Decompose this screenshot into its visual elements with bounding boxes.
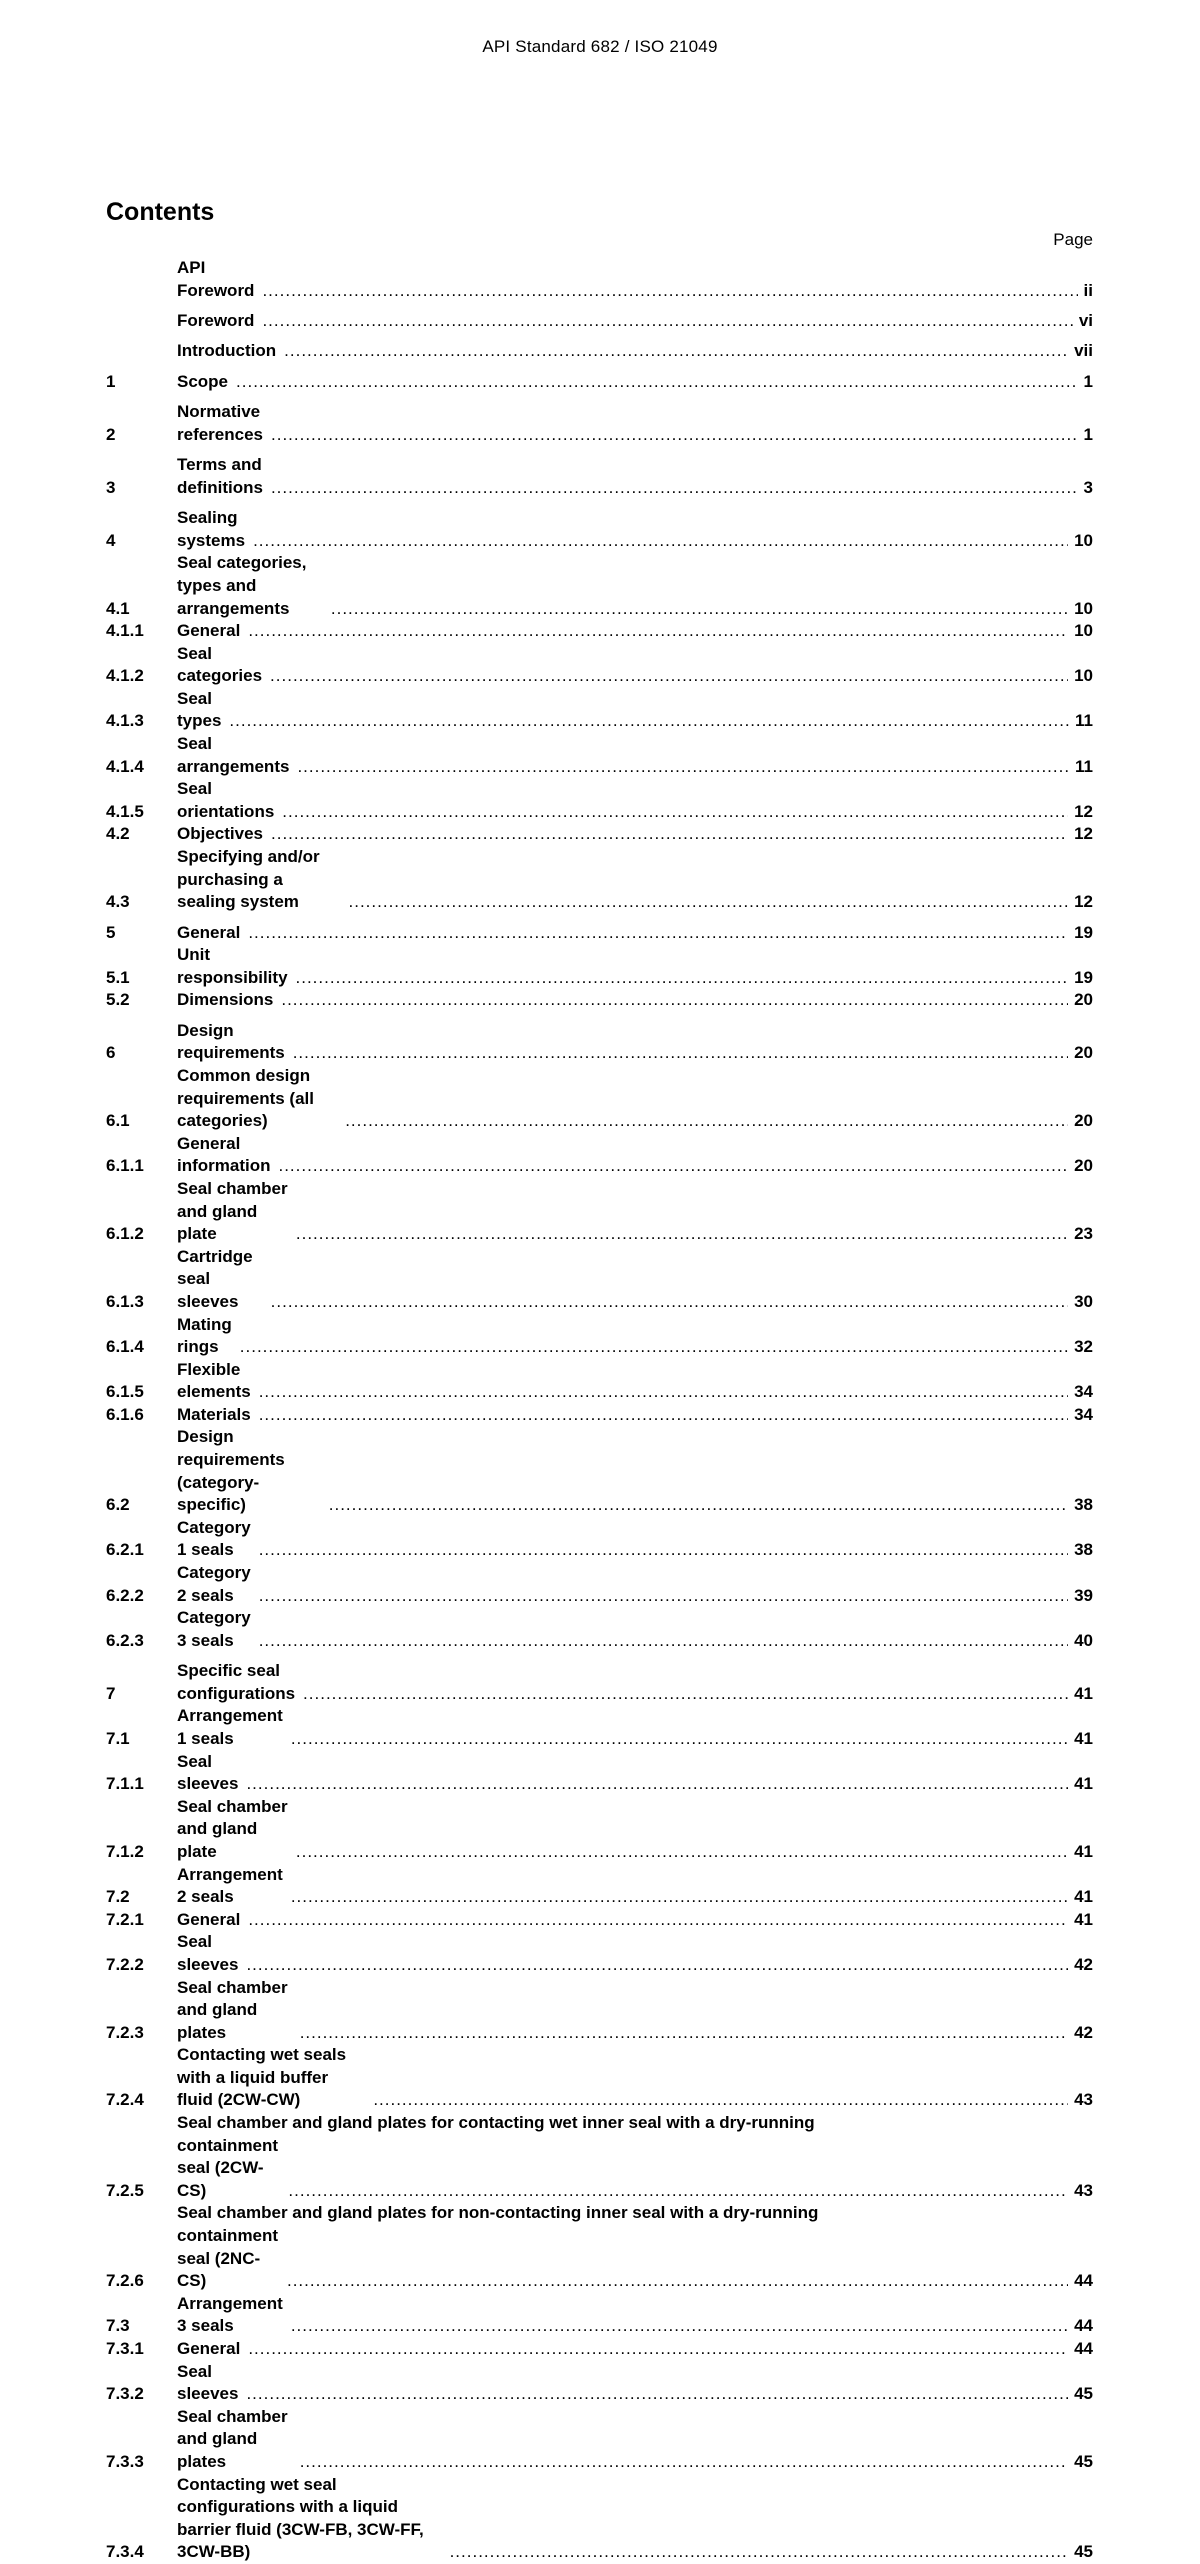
toc-entry-title: Contacting wet seals with a liquid buffer fluid (2CW-CW) bbox=[177, 2045, 351, 2110]
toc-entry-page: 41 bbox=[1074, 1728, 1093, 1748]
toc-entry-page: 45 bbox=[1074, 2451, 1093, 2471]
toc-leader-dots bbox=[259, 1404, 1068, 1427]
toc-entry-title: Contacting wet seal configurations with a liquid barrier fluid (3CW-FB, 3CW-FF, 3CW-BB) bbox=[177, 2474, 429, 2562]
toc-entry-page: 12 bbox=[1074, 824, 1093, 844]
toc-leader-dots bbox=[240, 1336, 1068, 1359]
toc-entry-number: 5.2 bbox=[106, 990, 130, 1010]
toc-entry-page: 41 bbox=[1074, 1887, 1093, 1907]
toc-leader-dots bbox=[236, 371, 1078, 394]
toc-entry-page: 1 bbox=[1083, 424, 1093, 444]
toc-entry[interactable] bbox=[106, 340, 1093, 363]
toc-entry-title: Seal sleeves bbox=[177, 2361, 239, 2404]
toc-leader-dots bbox=[291, 1728, 1068, 1751]
toc-leader-dots bbox=[229, 710, 1069, 733]
toc-leader-dots bbox=[345, 1110, 1068, 1133]
toc-entry-title: Seal sleeves bbox=[177, 1932, 239, 1974]
toc-entry-number: 7.2.4 bbox=[106, 2090, 144, 2110]
toc-leader-dots bbox=[450, 2541, 1069, 2564]
toc-entry-title: Seal orientations bbox=[177, 779, 275, 821]
toc-entry-number: 5.1 bbox=[106, 967, 130, 987]
toc-entry-number: 7.2.2 bbox=[106, 1954, 144, 1974]
toc-entry[interactable] bbox=[106, 2474, 1093, 2564]
toc-leader-dots bbox=[259, 1381, 1068, 1404]
toc-entry-number: 4 bbox=[106, 530, 116, 550]
toc-entry-page: 38 bbox=[1074, 1540, 1093, 1560]
toc-entry-title: Objectives bbox=[177, 824, 263, 844]
toc-entry-title: Cartridge seal sleeves bbox=[177, 1246, 258, 1311]
toc-entry-page: 20 bbox=[1074, 1156, 1093, 1176]
toc-entry-page: ii bbox=[1083, 280, 1093, 300]
toc-entry-number: 6.1.5 bbox=[106, 1382, 144, 1402]
toc-entry[interactable] bbox=[106, 846, 1093, 914]
toc-entry[interactable] bbox=[106, 944, 1093, 989]
toc-entry[interactable] bbox=[106, 1178, 1093, 1246]
toc-leader-dots bbox=[288, 2180, 1068, 2203]
toc-leader-dots bbox=[262, 310, 1072, 333]
toc-entry-page: 11 bbox=[1075, 711, 1093, 731]
toc-leader-dots bbox=[262, 280, 1077, 303]
toc-leader-dots bbox=[248, 2338, 1068, 2361]
toc-entry-page: 42 bbox=[1074, 2022, 1093, 2042]
toc-entry-number: 6.1 bbox=[106, 1111, 130, 1131]
toc-entry-title: API Foreword bbox=[177, 258, 255, 300]
toc-entry-number: 4.1 bbox=[106, 598, 130, 618]
toc-entry-title: Design requirements bbox=[177, 1020, 285, 1063]
toc-entry-title: Introduction bbox=[177, 341, 277, 361]
toc-entry-title: Seal sleeves bbox=[177, 1751, 239, 1794]
toc-leader-dots bbox=[281, 989, 1068, 1012]
toc-entry[interactable] bbox=[106, 1607, 1093, 1652]
toc-entry-title: Mating rings bbox=[177, 1314, 237, 1357]
toc-entry-title: Seal chamber and gland plate bbox=[177, 1178, 293, 1244]
toc-entry-page: vii bbox=[1074, 341, 1093, 361]
toc-entry-page: vi bbox=[1078, 310, 1093, 330]
toc-leader-dots bbox=[246, 1954, 1068, 1977]
toc-entry-title: Seal chamber and gland plates bbox=[177, 2406, 293, 2471]
toc-leader-dots bbox=[259, 1630, 1068, 1653]
toc-leader-dots bbox=[293, 1042, 1068, 1065]
toc-entry[interactable] bbox=[106, 1246, 1093, 1314]
toc-entry-title: Seal types bbox=[177, 688, 222, 731]
toc-entry-title-continued: containment seal (2CW-CS) bbox=[177, 2135, 283, 2200]
toc-entry[interactable] bbox=[106, 1660, 1093, 1705]
toc-leader-dots bbox=[278, 1155, 1068, 1178]
toc-entry-number: 7.3.4 bbox=[106, 2542, 144, 2562]
toc-entry-title: Foreword bbox=[177, 310, 255, 330]
toc-entry-number: 6.1.2 bbox=[106, 1224, 144, 1244]
toc-entry[interactable] bbox=[106, 507, 1093, 552]
toc-leader-dots bbox=[373, 2089, 1068, 2112]
toc-entry-page: 12 bbox=[1074, 892, 1093, 912]
toc-entry[interactable] bbox=[106, 1931, 1093, 1976]
toc-entry-page: 44 bbox=[1074, 2339, 1093, 2359]
toc-leader-dots bbox=[291, 2315, 1068, 2338]
toc-entry-number: 7.1.1 bbox=[106, 1774, 144, 1794]
toc-entry[interactable] bbox=[106, 1864, 1093, 1909]
toc-entry[interactable] bbox=[106, 401, 1093, 446]
toc-leader-dots bbox=[271, 424, 1078, 447]
toc-entry-number: 7.2.1 bbox=[106, 1909, 144, 1929]
toc-entry-number: 2 bbox=[106, 424, 116, 444]
toc-leader-dots bbox=[246, 2383, 1068, 2406]
toc-entry[interactable] bbox=[106, 922, 1093, 945]
table-of-contents bbox=[106, 257, 1093, 2564]
toc-entry-title: Seal chamber and gland plates bbox=[177, 1977, 293, 2042]
toc-entry-title: Arrangement 2 seals bbox=[177, 1864, 288, 1907]
toc-entry[interactable] bbox=[106, 1977, 1093, 2045]
toc-leader-dots bbox=[248, 620, 1068, 643]
toc-entry-title: Flexible elements bbox=[177, 1359, 251, 1402]
toc-leader-dots bbox=[349, 891, 1069, 914]
toc-entry[interactable] bbox=[106, 310, 1093, 333]
toc-leader-dots bbox=[303, 1683, 1068, 1706]
toc-entry-page: 43 bbox=[1074, 2180, 1093, 2200]
toc-entry-page: 45 bbox=[1074, 2384, 1093, 2404]
toc-entry-title: Sealing systems bbox=[177, 508, 246, 550]
toc-entry-number: 6.1.6 bbox=[106, 1404, 144, 1424]
toc-entry-number: 7.3.1 bbox=[106, 2339, 144, 2359]
toc-entry-page: 44 bbox=[1074, 2316, 1093, 2336]
toc-leader-dots bbox=[291, 1886, 1068, 1909]
toc-entry-number: 4.1.4 bbox=[106, 756, 144, 776]
toc-entry-title: Seal chamber and gland plate bbox=[177, 1796, 293, 1861]
toc-entry-title: General bbox=[177, 2339, 241, 2359]
toc-entry-number: 6.1.1 bbox=[106, 1156, 144, 1176]
toc-leader-dots bbox=[297, 756, 1069, 779]
toc-entry-page: 32 bbox=[1074, 1337, 1093, 1357]
toc-entry-number: 7.3.3 bbox=[106, 2451, 144, 2471]
toc-entry-number: 6.2.3 bbox=[106, 1630, 144, 1650]
toc-entry[interactable] bbox=[106, 2112, 1093, 2202]
toc-entry-number: 6.1.3 bbox=[106, 1291, 144, 1311]
toc-entry[interactable] bbox=[106, 1020, 1093, 1065]
toc-entry[interactable] bbox=[106, 552, 1093, 620]
toc-entry-number: 4.1.5 bbox=[106, 801, 144, 821]
toc-entry-number: 7.2 bbox=[106, 1887, 130, 1907]
toc-entry-page: 40 bbox=[1074, 1630, 1093, 1650]
toc-entry-number: 7.2.6 bbox=[106, 2271, 144, 2291]
toc-entry-page: 20 bbox=[1074, 1043, 1093, 1063]
toc-leader-dots bbox=[284, 340, 1068, 363]
toc-entry-number: 6.2.1 bbox=[106, 1540, 144, 1560]
page-column-label: Page bbox=[1053, 230, 1093, 249]
toc-entry-page: 10 bbox=[1074, 530, 1093, 550]
toc-entry[interactable] bbox=[106, 2044, 1093, 2112]
toc-leader-dots bbox=[271, 1291, 1068, 1314]
toc-entry[interactable] bbox=[106, 1359, 1093, 1404]
toc-entry-page: 3 bbox=[1083, 477, 1093, 497]
toc-entry[interactable] bbox=[106, 1404, 1093, 1427]
toc-leader-dots bbox=[248, 1909, 1068, 1932]
toc-entry-page: 23 bbox=[1074, 1224, 1093, 1244]
toc-leader-dots bbox=[259, 1539, 1068, 1562]
toc-entry[interactable] bbox=[106, 454, 1093, 499]
toc-entry[interactable] bbox=[106, 1314, 1093, 1359]
toc-entry[interactable] bbox=[106, 620, 1093, 643]
toc-entry-title: Category 3 seals bbox=[177, 1608, 256, 1650]
toc-entry[interactable] bbox=[106, 2361, 1093, 2406]
toc-entry-page: 34 bbox=[1074, 1382, 1093, 1402]
toc-entry[interactable] bbox=[106, 371, 1093, 394]
toc-entry-title: Dimensions bbox=[177, 990, 274, 1010]
toc-entry-title: Specific seal configurations bbox=[177, 1661, 296, 1703]
toc-entry[interactable] bbox=[106, 1426, 1093, 1516]
toc-entry[interactable] bbox=[106, 2202, 1093, 2292]
toc-entry-page: 43 bbox=[1074, 2090, 1093, 2110]
toc-entry-number: 6.1.4 bbox=[106, 1337, 144, 1357]
toc-entry-number: 7.2.3 bbox=[106, 2022, 144, 2042]
toc-leader-dots bbox=[271, 477, 1078, 500]
toc-entry[interactable] bbox=[106, 1909, 1093, 1932]
toc-entry-page: 30 bbox=[1074, 1291, 1093, 1311]
toc-entry-page: 45 bbox=[1074, 2542, 1093, 2562]
toc-entry-page: 20 bbox=[1074, 1111, 1093, 1131]
toc-entry-page: 41 bbox=[1074, 1683, 1093, 1703]
toc-entry[interactable] bbox=[106, 1133, 1093, 1178]
toc-entry-page: 41 bbox=[1074, 1841, 1093, 1861]
toc-entry-number: 4.1.1 bbox=[106, 621, 144, 641]
running-header: API Standard 682 / ISO 21049 bbox=[482, 37, 718, 56]
toc-entry-page: 12 bbox=[1074, 801, 1093, 821]
toc-entry-page: 19 bbox=[1074, 967, 1093, 987]
toc-entry-number: 3 bbox=[106, 477, 116, 497]
toc-entry-number: 6.2 bbox=[106, 1495, 130, 1515]
toc-entry-page: 10 bbox=[1074, 598, 1093, 618]
toc-entry-number: 1 bbox=[106, 371, 116, 391]
toc-entry[interactable] bbox=[106, 1705, 1093, 1750]
toc-entry-page: 20 bbox=[1074, 990, 1093, 1010]
toc-entry-title: Scope bbox=[177, 371, 229, 391]
toc-entry-number: 7.3.2 bbox=[106, 2384, 144, 2404]
toc-entry-number: 7 bbox=[106, 1683, 116, 1703]
toc-entry[interactable] bbox=[106, 989, 1093, 1012]
toc-entry-page: 34 bbox=[1074, 1404, 1093, 1424]
toc-entry-title: General bbox=[177, 922, 241, 942]
toc-leader-dots bbox=[253, 530, 1068, 553]
toc-leader-dots bbox=[287, 2270, 1068, 2293]
page-title: Contents bbox=[106, 198, 215, 226]
toc-entry[interactable] bbox=[106, 1065, 1093, 1133]
toc-entry-title: Seal categories, types and arrangements bbox=[177, 553, 312, 618]
toc-entry-page: 44 bbox=[1074, 2271, 1093, 2291]
toc-entry[interactable] bbox=[106, 1751, 1093, 1796]
toc-entry-title-continued: containment seal (2NC-CS) bbox=[177, 2226, 283, 2291]
toc-entry-page: 41 bbox=[1074, 1909, 1093, 1929]
toc-leader-dots bbox=[300, 2022, 1068, 2045]
toc-entry[interactable] bbox=[106, 688, 1093, 733]
toc-entry-title: General information bbox=[177, 1133, 271, 1176]
toc-leader-dots bbox=[259, 1585, 1068, 1608]
toc-entry[interactable] bbox=[106, 2338, 1093, 2361]
toc-entry[interactable] bbox=[106, 643, 1093, 688]
toc-entry-number: 4.3 bbox=[106, 892, 130, 912]
toc-entry-page: 10 bbox=[1074, 621, 1093, 641]
toc-leader-dots bbox=[329, 1494, 1068, 1517]
toc-entry-number: 7.1 bbox=[106, 1728, 130, 1748]
toc-leader-dots bbox=[271, 823, 1068, 846]
toc-entry-title: Design requirements (category-specific) bbox=[177, 1427, 290, 1515]
toc-entry-title: Seal chamber and gland plates for non-contacting inner seal with a dry-running bbox=[177, 2203, 819, 2223]
toc-entry-title: Unit responsibility bbox=[177, 945, 288, 987]
toc-entry[interactable] bbox=[106, 257, 1093, 302]
toc-entry-title: Seal categories bbox=[177, 643, 263, 686]
toc-entry-title: Common design requirements (all categories) bbox=[177, 1065, 319, 1131]
toc-entry-page: 42 bbox=[1074, 1954, 1093, 1974]
toc-entry[interactable] bbox=[106, 733, 1093, 778]
toc-entry-number: 4.1.3 bbox=[106, 711, 144, 731]
toc-entry-number: 7.3 bbox=[106, 2316, 130, 2336]
toc-entry[interactable] bbox=[106, 2293, 1093, 2338]
toc-leader-dots bbox=[296, 1223, 1068, 1246]
toc-entry-page: 1 bbox=[1083, 371, 1093, 391]
toc-entry-page: 41 bbox=[1074, 1774, 1093, 1794]
toc-entry-page: 11 bbox=[1075, 756, 1093, 776]
toc-entry-page: 19 bbox=[1074, 922, 1093, 942]
toc-entry-page: 39 bbox=[1074, 1585, 1093, 1605]
toc-entry-number: 6 bbox=[106, 1043, 116, 1063]
toc-entry-title: Normative references bbox=[177, 402, 265, 444]
toc-entry-title: Seal arrangements bbox=[177, 734, 290, 776]
toc-entry-title: Category 1 seals bbox=[177, 1517, 256, 1560]
toc-leader-dots bbox=[331, 598, 1068, 621]
toc-entry-title: Materials bbox=[177, 1404, 251, 1424]
toc-entry-number: 4.2 bbox=[106, 824, 130, 844]
toc-entry-title: Arrangement 1 seals bbox=[177, 1706, 288, 1748]
toc-entry-title: Arrangement 3 seals bbox=[177, 2293, 288, 2336]
toc-leader-dots bbox=[296, 967, 1069, 990]
toc-leader-dots bbox=[300, 2451, 1068, 2474]
toc-entry-number: 7.2.5 bbox=[106, 2180, 144, 2200]
toc-entry[interactable] bbox=[106, 823, 1093, 846]
toc-entry[interactable] bbox=[106, 778, 1093, 823]
toc-leader-dots bbox=[246, 1773, 1068, 1796]
toc-entry[interactable] bbox=[106, 1517, 1093, 1562]
toc-entry-title: General bbox=[177, 1909, 241, 1929]
toc-entry-title: General bbox=[177, 621, 241, 641]
toc-entry-page: 38 bbox=[1074, 1495, 1093, 1515]
toc-entry-number: 5 bbox=[106, 922, 116, 942]
toc-leader-dots bbox=[270, 665, 1068, 688]
toc-entry-title: Terms and definitions bbox=[177, 455, 267, 497]
toc-entry[interactable] bbox=[106, 2406, 1093, 2474]
toc-leader-dots bbox=[248, 922, 1068, 945]
toc-leader-dots bbox=[282, 801, 1068, 824]
toc-entry[interactable] bbox=[106, 1562, 1093, 1607]
toc-entry-number: 7.1.2 bbox=[106, 1841, 144, 1861]
toc-entry[interactable] bbox=[106, 1796, 1093, 1864]
toc-entry-title: Category 2 seals bbox=[177, 1563, 256, 1605]
toc-entry-title: Seal chamber and gland plates for contacting wet inner seal with a dry-running bbox=[177, 2113, 815, 2133]
toc-entry-number: 6.2.2 bbox=[106, 1585, 144, 1605]
toc-entry-page: 10 bbox=[1074, 666, 1093, 686]
toc-entry-title: Specifying and/or purchasing a sealing system bbox=[177, 847, 325, 912]
toc-entry-number: 4.1.2 bbox=[106, 666, 144, 686]
toc-leader-dots bbox=[296, 1841, 1068, 1864]
